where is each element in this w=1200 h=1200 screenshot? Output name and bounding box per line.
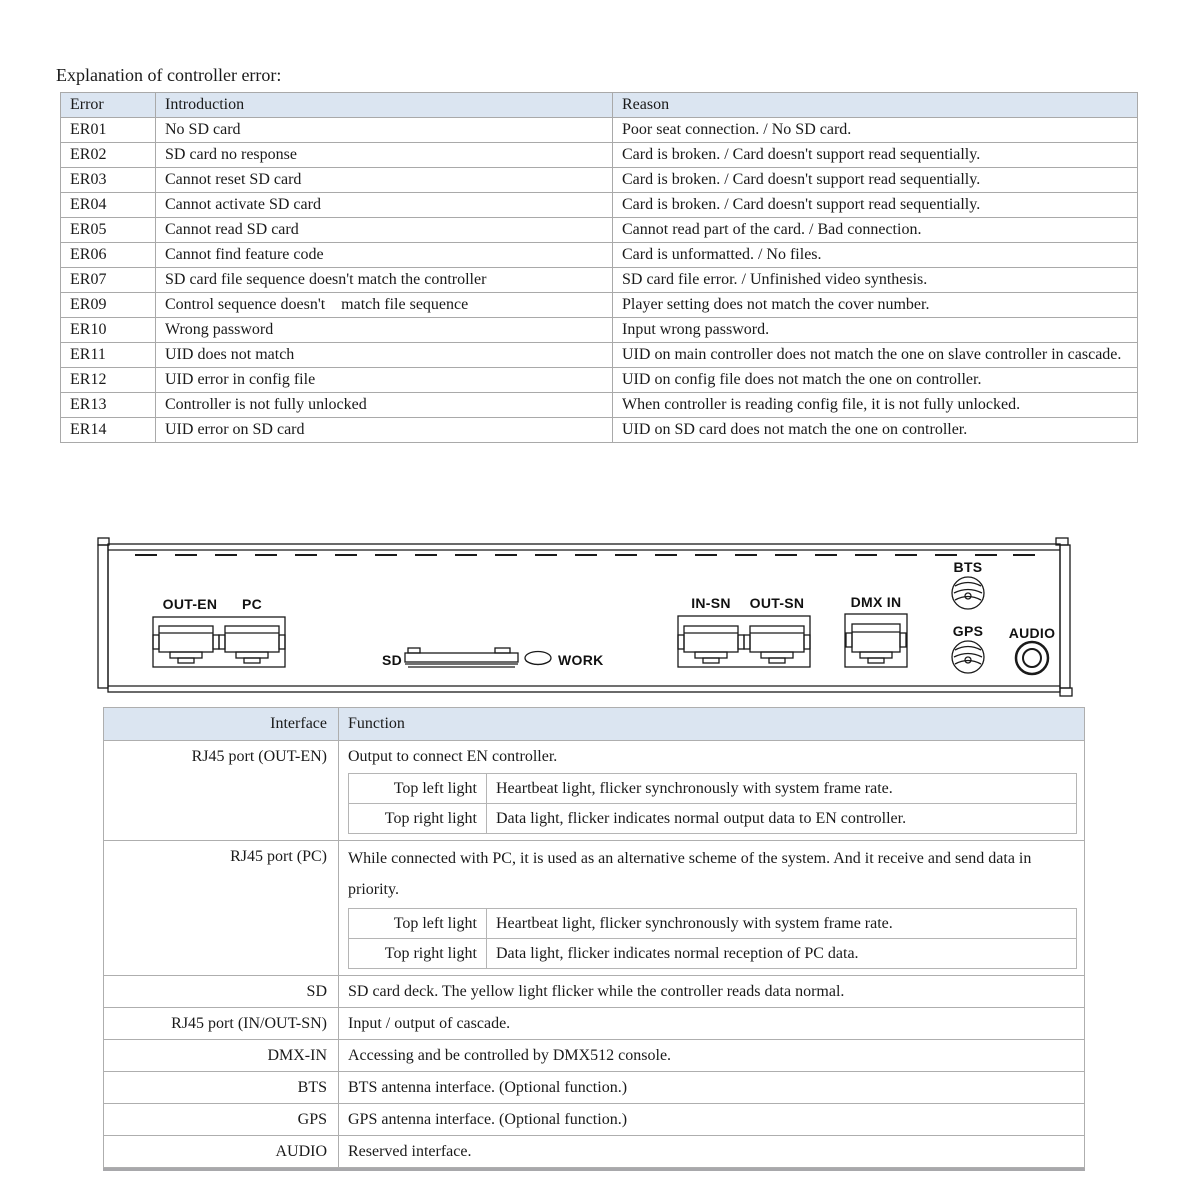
- interface-table-wrap: [103, 707, 1085, 1171]
- panel-left-ear: [98, 538, 109, 688]
- error-code: ER05: [61, 218, 156, 243]
- table-row: [349, 909, 1077, 939]
- rj45-jack-in-sn: [678, 626, 744, 663]
- work-led: [525, 652, 551, 665]
- col-header-function: Function: [339, 708, 1085, 741]
- rj45-jack-out-en: [153, 626, 219, 663]
- interface-name: SD: [104, 976, 339, 1008]
- table-row: [104, 1040, 1085, 1072]
- error-code: ER10: [61, 318, 156, 343]
- table-row: [61, 143, 1138, 168]
- sd-card-slot: [405, 648, 518, 667]
- table-row: [61, 193, 1138, 218]
- error-introduction: Cannot read SD card: [156, 218, 613, 243]
- light-description: Heartbeat light, flicker synchronously with system frame rate.: [487, 774, 1077, 804]
- light-subtable: [348, 773, 1077, 834]
- col-header-reason: Reason: [613, 93, 1138, 118]
- audio-connector: [1016, 642, 1048, 674]
- interface-name: RJ45 port (IN/OUT-SN): [104, 1008, 339, 1040]
- error-reason: UID on main controller does not match the one on slave controller in cascade.: [613, 343, 1138, 368]
- interface-name: RJ45 port (OUT-EN): [104, 741, 339, 841]
- function-text: BTS antenna interface. (Optional function.): [339, 1072, 1085, 1104]
- label-pc: PC: [241, 596, 263, 612]
- panel-body: [108, 544, 1060, 692]
- table-row: [61, 418, 1138, 443]
- error-reason: Player setting does not match the cover number.: [613, 293, 1138, 318]
- bts-connector: [952, 577, 984, 609]
- interface-table-header-row: [104, 708, 1085, 741]
- table-row: [349, 804, 1077, 834]
- table-row: [104, 741, 1085, 841]
- table-row: [104, 1136, 1085, 1168]
- gps-connector: [952, 641, 984, 673]
- error-introduction: SD card no response: [156, 143, 613, 168]
- error-introduction: Cannot find feature code: [156, 243, 613, 268]
- error-introduction: SD card file sequence doesn't match the controller: [156, 268, 613, 293]
- error-code: ER02: [61, 143, 156, 168]
- interface-name: AUDIO: [104, 1136, 339, 1168]
- controller-error-table: [60, 92, 1138, 443]
- light-subtable: [348, 908, 1077, 969]
- label-gps: GPS: [952, 623, 984, 639]
- label-out-en: OUT-EN: [162, 596, 218, 612]
- error-introduction: Controller is not fully unlocked: [156, 393, 613, 418]
- col-header-introduction: Introduction: [156, 93, 613, 118]
- rj45-module-out-en-pc: [153, 617, 285, 667]
- error-code: ER14: [61, 418, 156, 443]
- error-introduction: UID error in config file: [156, 368, 613, 393]
- light-description: Data light, flicker indicates normal output data to EN controller.: [487, 804, 1077, 834]
- col-header-error: Error: [61, 93, 156, 118]
- col-header-interface: Interface: [104, 708, 339, 741]
- label-audio: AUDIO: [1008, 625, 1056, 641]
- rj45-module-in-sn-out-sn: [678, 616, 810, 667]
- light-label: Top right light: [349, 804, 487, 834]
- error-reason: Card is broken. / Card doesn't support read sequentially.: [613, 168, 1138, 193]
- error-introduction: UID error on SD card: [156, 418, 613, 443]
- error-introduction: Cannot reset SD card: [156, 168, 613, 193]
- panel-right-ear: [1056, 538, 1072, 696]
- error-code: ER03: [61, 168, 156, 193]
- table-row: [349, 939, 1077, 969]
- error-code: ER13: [61, 393, 156, 418]
- interface-name: BTS: [104, 1072, 339, 1104]
- table-row: [61, 293, 1138, 318]
- error-reason: UID on config file does not match the one on controller.: [613, 368, 1138, 393]
- function-text: While connected with PC, it is used as an alternative scheme of the system. And it receive and send data in priority.: [348, 850, 1032, 898]
- error-code: ER09: [61, 293, 156, 318]
- label-in-sn: IN-SN: [691, 595, 731, 611]
- function-text: Reserved interface.: [339, 1136, 1085, 1168]
- table-row: [61, 343, 1138, 368]
- error-introduction: Cannot activate SD card: [156, 193, 613, 218]
- error-code: ER04: [61, 193, 156, 218]
- function-text: GPS antenna interface. (Optional function.): [339, 1104, 1085, 1136]
- error-code: ER07: [61, 268, 156, 293]
- error-reason: Card is broken. / Card doesn't support read sequentially.: [613, 143, 1138, 168]
- table-row: [61, 368, 1138, 393]
- rj45-jack-pc: [219, 626, 285, 663]
- table-row: [104, 1008, 1085, 1040]
- label-sd: SD: [381, 652, 402, 668]
- table-row: [61, 118, 1138, 143]
- error-code: ER06: [61, 243, 156, 268]
- label-dmx-in: DMX IN: [850, 594, 902, 610]
- function-text: Input / output of cascade.: [339, 1008, 1085, 1040]
- light-label: Top left light: [349, 774, 487, 804]
- interface-name: RJ45 port (PC): [104, 841, 339, 976]
- light-label: Top right light: [349, 939, 487, 969]
- interface-name: DMX-IN: [104, 1040, 339, 1072]
- interface-name: GPS: [104, 1104, 339, 1136]
- error-reason: Cannot read part of the card. / Bad connection.: [613, 218, 1138, 243]
- rj45-jack-out-sn: [744, 626, 810, 663]
- light-label: Top left light: [349, 909, 487, 939]
- table-row: [104, 841, 1085, 976]
- error-reason: Poor seat connection. / No SD card.: [613, 118, 1138, 143]
- table-row: [104, 1104, 1085, 1136]
- light-description: Data light, flicker indicates normal reception of PC data.: [487, 939, 1077, 969]
- error-reason: SD card file error. / Unfinished video synthesis.: [613, 268, 1138, 293]
- error-code: ER12: [61, 368, 156, 393]
- controller-panel-diagram: [95, 536, 1085, 702]
- error-code: ER11: [61, 343, 156, 368]
- error-reason: Card is unformatted. / No files.: [613, 243, 1138, 268]
- function-text: Accessing and be controlled by DMX512 console.: [339, 1040, 1085, 1072]
- function-text: SD card deck. The yellow light flicker while the controller reads data normal.: [339, 976, 1085, 1008]
- label-bts: BTS: [953, 559, 983, 575]
- error-reason: When controller is reading config file, it is not fully unlocked.: [613, 393, 1138, 418]
- table-row: [61, 268, 1138, 293]
- table-row: [61, 243, 1138, 268]
- table-row: [104, 976, 1085, 1008]
- table-row: [61, 318, 1138, 343]
- label-work: WORK: [558, 652, 604, 668]
- function-text: Output to connect EN controller.: [348, 748, 558, 765]
- interface-function-table: [103, 707, 1085, 1168]
- error-introduction: Control sequence doesn't match file sequence: [156, 293, 613, 318]
- error-introduction: Wrong password: [156, 318, 613, 343]
- error-code: ER01: [61, 118, 156, 143]
- error-introduction: No SD card: [156, 118, 613, 143]
- table-row: [61, 218, 1138, 243]
- error-reason: Input wrong password.: [613, 318, 1138, 343]
- error-introduction: UID does not match: [156, 343, 613, 368]
- dmx-in-jack: [845, 614, 907, 667]
- table-row: [104, 1072, 1085, 1104]
- table-row: [61, 168, 1138, 193]
- table-row: [349, 774, 1077, 804]
- table-row: [61, 393, 1138, 418]
- light-description: Heartbeat light, flicker synchronously with system frame rate.: [487, 909, 1077, 939]
- error-reason: UID on SD card does not match the one on controller.: [613, 418, 1138, 443]
- error-reason: Card is broken. / Card doesn't support read sequentially.: [613, 193, 1138, 218]
- error-table-header-row: [61, 93, 1138, 118]
- page-title: Explanation of controller error:: [56, 65, 282, 85]
- label-out-sn: OUT-SN: [749, 595, 805, 611]
